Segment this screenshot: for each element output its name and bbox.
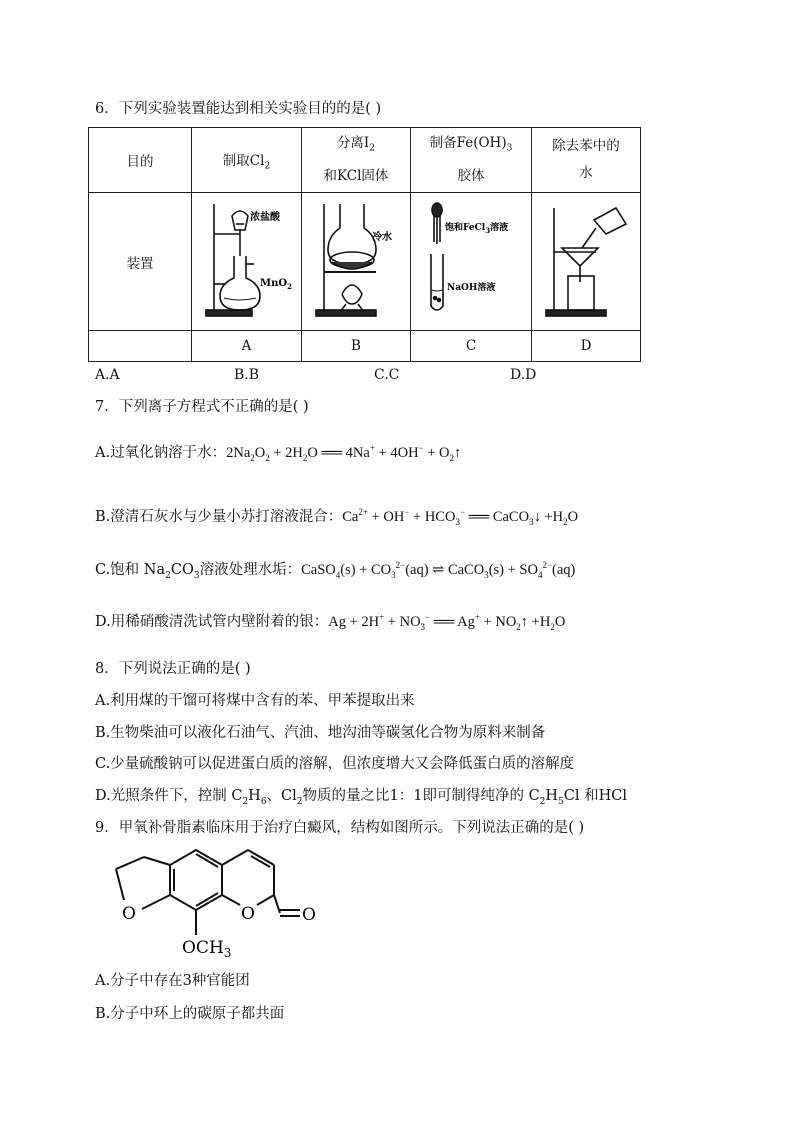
label-c: C (410, 331, 531, 362)
table-head-empty (89, 331, 192, 362)
q6-stem: 6．下列实验装置能达到相关实验目的的是( ) (95, 101, 382, 117)
q6-option-a[interactable]: A.A (95, 367, 120, 383)
q7-stem: 7．下列离子方程式不正确的是( ) (95, 399, 309, 415)
q9-option-b[interactable]: B.分子中环上的碳原子都共面 (95, 1006, 285, 1022)
q6-table (88, 127, 641, 362)
label-b: B (301, 331, 410, 362)
label-conc-hcl: 浓盐酸 (250, 211, 281, 223)
q7-option-b[interactable]: B.澄清石灰水与少量小苏打溶液混合：$Ca^{2+} + OH^- + HCO_3^-$ ══ CaCO$_3$↓ $+H_2O$ (95, 507, 579, 527)
colloid-prep-diagram (411, 194, 531, 326)
methoxsalen-structure (100, 845, 330, 963)
q6-option-c[interactable]: C.C (374, 367, 400, 383)
struct-o3: O (302, 905, 316, 925)
sublimation-diagram (302, 194, 410, 326)
q8-option-c[interactable]: C.少量硫酸钠可以促进蛋白质的溶解，但浓度增大又会降低蛋白质的溶解度 (95, 756, 575, 772)
struct-och3: $OCH_3$ (182, 938, 232, 960)
filtration-diagram (532, 194, 640, 326)
q9-option-a[interactable]: A.分子中存在3种官能团 (95, 973, 250, 989)
struct-o1: O (122, 904, 136, 924)
purpose-b: 分离$I_2$ 和KCl固体 (301, 128, 410, 193)
chlorine-generator-diagram (192, 194, 300, 326)
struct-o2: O (241, 904, 255, 924)
label-fecl3: 饱和FeCl$_3$溶液 (444, 222, 509, 235)
q8-option-d[interactable]: D.光照条件下，控制 $C_2H_6$、$Cl_2$物质的量之比1：1即可制得纯净的 $C_2H_5Cl$ 和HCl (95, 788, 628, 807)
q9-stem: 9．甲氧补骨脂素临床用于治疗白癜风，结构如图所示。下列说法正确的是( ) (95, 820, 585, 836)
q8-stem: 8．下列说法正确的是( ) (95, 661, 251, 677)
q8-option-a[interactable]: A.利用煤的干馏可将煤中含有的苯、甲苯提取出来 (95, 693, 415, 709)
label-a: A (192, 331, 302, 362)
label-cold-water: 冷水 (371, 231, 392, 243)
purpose-d: 除去苯中的 水 (531, 128, 640, 193)
apparatus-b (301, 193, 410, 331)
q6-option-d[interactable]: D.D (510, 367, 537, 383)
table-head-apparatus: 装置 (89, 193, 192, 331)
q7-option-d[interactable]: D.用稀硝酸清洗试管内壁附着的银：$Ag + 2H^+ + NO_3^-$ ══ $Ag^+ + NO_2↑ +H_2O$ (95, 612, 566, 632)
purpose-a: 制取$Cl_2$ (192, 128, 302, 193)
apparatus-c (410, 193, 531, 331)
label-d: D (531, 331, 640, 362)
label-naoh: NaOH溶液 (446, 282, 496, 293)
apparatus-d (531, 193, 640, 331)
label-mno2: MnO$_2$ (260, 277, 293, 291)
apparatus-a (192, 193, 302, 331)
purpose-c: 制备$Fe(OH)_3$ 胶体 (410, 128, 531, 193)
table-head-purpose: 目的 (89, 128, 192, 193)
q7-option-a[interactable]: A.过氧化钠溶于水：$2Na_2O_2 + 2H_2O$ ══ $4Na^+ + 4OH^- + O_2↑$ (95, 443, 462, 463)
q6-option-b[interactable]: B.B (234, 367, 260, 383)
q8-option-b[interactable]: B.生物柴油可以液化石油气、汽油、地沟油等碳氢化合物为原料来制备 (95, 725, 546, 741)
q7-option-c[interactable]: C.饱和 $Na_2CO_3$溶液处理水垢：CaSO$_4$(s) + $CO_3^{2-}(aq)$ ⇌ CaCO$_3$(s) + $SO_4^{2-}(aq)$ (95, 560, 576, 581)
